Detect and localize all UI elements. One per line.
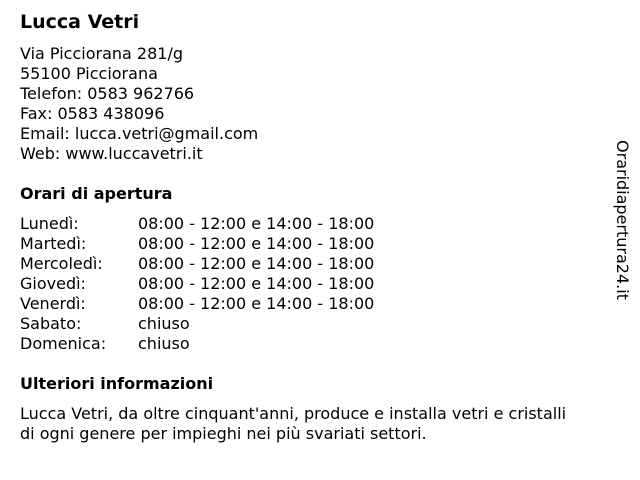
info-heading: Ulteriori informazioni [20, 374, 214, 393]
hours-value: 08:00 - 12:00 e 14:00 - 18:00 [138, 234, 375, 253]
day-label: Martedì: [20, 234, 87, 253]
city-line: 55100 Picciorana [20, 64, 158, 83]
day-label: Lunedì: [20, 214, 79, 233]
hours-value: 08:00 - 12:00 e 14:00 - 18:00 [138, 214, 375, 233]
day-label: Giovedì: [20, 274, 86, 293]
watermark-text: Oraridiapertura24.it [613, 140, 632, 300]
address-line: Via Picciorana 281/g [20, 44, 183, 63]
day-label: Mercoledì: [20, 254, 103, 273]
hours-value: chiuso [138, 314, 190, 333]
day-label: Sabato: [20, 314, 82, 333]
phone-line: Telefon: 0583 962766 [20, 84, 195, 103]
hours-value: 08:00 - 12:00 e 14:00 - 18:00 [138, 274, 375, 293]
info-description: Lucca Vetri, da oltre cinquant'anni, produce e installa vetri e cristalli di ogni genere per impieghi nei più svariati settori. [20, 404, 567, 443]
hours-value: 08:00 - 12:00 e 14:00 - 18:00 [138, 294, 375, 313]
contact-details [20, 44, 258, 164]
business-name: Lucca Vetri [20, 11, 140, 33]
email-line: Email: lucca.vetri@gmail.com [20, 124, 259, 143]
day-label: Venerdì: [20, 294, 86, 313]
hours-value: 08:00 - 12:00 e 14:00 - 18:00 [138, 254, 375, 273]
hours-value: chiuso [138, 334, 190, 353]
web-line: Web: www.luccavetri.it [20, 144, 203, 163]
fax-line: Fax: 0583 438096 [20, 104, 165, 123]
day-label: Domenica: [20, 334, 107, 353]
hours-heading: Orari di apertura [20, 184, 173, 203]
